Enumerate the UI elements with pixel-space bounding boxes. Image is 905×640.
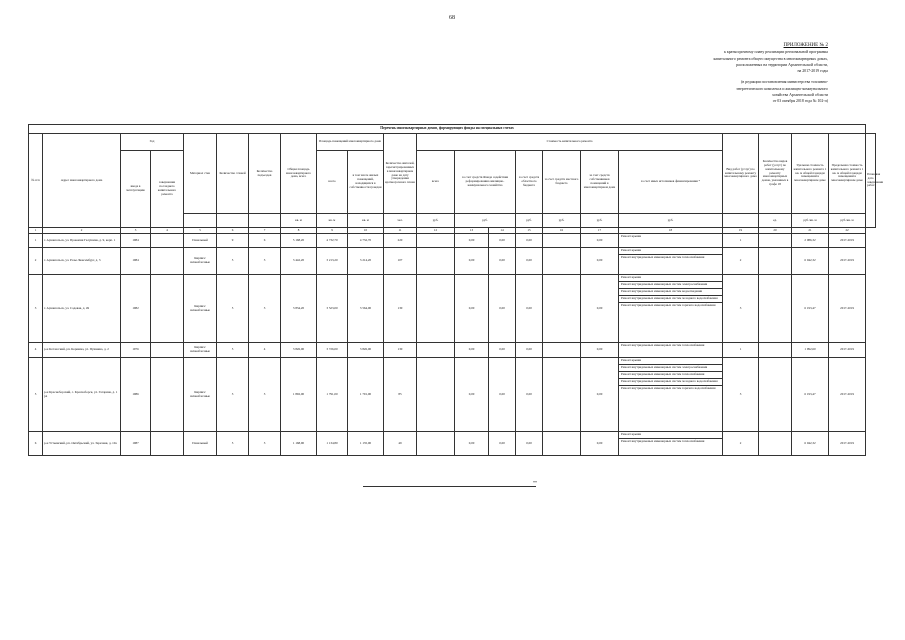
cell-works-count: 1 <box>723 343 759 358</box>
cell-cost-local: 0,00 <box>516 358 543 432</box>
unit-cell: кв. м <box>348 214 384 228</box>
work-item: Ремонт внутридомовых инженерных систем теплоснабжения <box>621 254 705 259</box>
header-floors: Количество этажей <box>217 134 249 214</box>
unit-cell: кв. м <box>281 214 317 228</box>
unit-cell: руб. <box>417 214 455 228</box>
table-row <box>29 275 876 343</box>
cell-cost-total <box>417 358 455 432</box>
column-number: 4 <box>151 228 184 234</box>
cell-num: 5 <box>29 358 43 432</box>
cell-cost-other: 0,00 <box>581 343 619 358</box>
cell-deadline: 2017-2019 <box>829 248 866 275</box>
header-works-count: Количество видов работ (услуг) по капитальному ремонту многоквартирных домов, указанных в графе 18 <box>759 134 792 214</box>
column-number: 12 <box>417 228 455 234</box>
header-deadline: Плановая дата завершения работ <box>866 134 876 228</box>
cell-cost-owners <box>543 343 581 358</box>
cell-area-owned: 1 791,00 <box>348 358 384 432</box>
cell-deadline: 2017-2019 <box>829 343 866 358</box>
cell-limit-cost: 6 042,32 <box>792 432 829 456</box>
unit-cell: руб. <box>543 214 581 228</box>
cell-entrances: 6 <box>249 234 281 248</box>
cell-wall: Кирпич/шлакоблочные <box>184 275 217 343</box>
cell-cost-owners <box>543 358 581 432</box>
cell-year-built: 1987 <box>121 432 151 456</box>
column-number: 14 <box>489 228 516 234</box>
cell-floors: 5 <box>217 343 249 358</box>
cell-floors: 5 <box>217 248 249 275</box>
works-cell <box>619 248 723 275</box>
unit-cell: руб. <box>619 214 723 228</box>
cell-address: р-н Красноборский, с. Красноборск, ул. Гагарина, д. 1 (А <box>43 358 121 432</box>
cell-cost-owners <box>543 432 581 456</box>
cell-total-area: 3 442,20 <box>281 248 317 275</box>
appendix-heading: ПРИЛОЖЕНИЕ № 2 <box>783 43 828 48</box>
header-year-built: ввода в эксплуатацию <box>121 151 151 228</box>
cell-cost-regional: 0,00 <box>489 234 516 248</box>
cell-address: г. Архангельск, ул. Розы Люксембург, д. 3 <box>43 248 121 275</box>
column-number: 5 <box>184 228 217 234</box>
cell-cost-other: 0,00 <box>581 432 619 456</box>
cell-entrances: 3 <box>249 432 281 456</box>
cell-cost-local: 0,00 <box>516 432 543 456</box>
work-item: Ремонт внутридомовых инженерных систем холодного водоснабжения <box>619 379 722 386</box>
cell-residents: 220 <box>384 234 417 248</box>
header-residents: Количество жителей, зарегистрированных в многоквартирном доме на дату утверждения краткосрочного плана <box>384 134 417 214</box>
header-total-area: Общая площадь многоквартирного дома, всего <box>281 134 317 214</box>
work-item: Ремонт крыши <box>621 234 642 238</box>
cell-floors: 3 <box>217 358 249 432</box>
cell-cost-total <box>417 343 455 358</box>
cell-cost-fund: 0,00 <box>455 358 489 432</box>
header-area-total: всего <box>317 151 348 214</box>
header-limit-cost: Предельная стоимость капитального ремонта 1 кв. м общей площади помещений в многоквартирном доме <box>829 134 866 214</box>
cell-entrances: 3 <box>249 248 281 275</box>
cell-area-owned: 3 214,20 <box>348 248 384 275</box>
cell-cost-fund: 0,00 <box>455 275 489 343</box>
cell-cost-regional: 0,00 <box>489 432 516 456</box>
column-number: 15 <box>516 228 543 234</box>
cell-num: 3 <box>29 275 43 343</box>
cell-year-overhaul <box>151 358 184 432</box>
cell-entrances: 3 <box>249 275 281 343</box>
cell-total-area: 3 834,20 <box>281 275 317 343</box>
edition-line: хозяйства Архангельской области <box>772 93 828 98</box>
edition-line: (в редакции постановления министерства топливно- <box>741 80 828 85</box>
work-item: Ремонт крыши <box>619 275 722 282</box>
work-item: Ремонт внутридомовых инженерных систем горячего водоснабжения <box>621 302 716 307</box>
cell-area-total: 3 213,20 <box>317 248 348 275</box>
header-cost-fund: за счет средств Фонда содействия реформированию жилищно-коммунального хозяйства <box>455 151 516 214</box>
cell-works-count: 2 <box>723 432 759 456</box>
cell-works-count: 3 <box>723 275 759 343</box>
cell-cost-other: 0,00 <box>581 248 619 275</box>
unit-cell: кв. м <box>317 214 348 228</box>
cell-limit-cost: 1 992,60 <box>792 343 829 358</box>
cell-limit-cost: 6 193,47 <box>792 275 829 343</box>
unit-cell <box>184 214 217 228</box>
header-works: Вид работ (услуг) по капитальному ремонту многоквартирного дома <box>723 134 759 214</box>
cell-entrances: 3 <box>249 358 281 432</box>
edition-line: энергетического комплекса и жилищно-коммунального <box>736 86 828 91</box>
cell-cost-local: 0,00 <box>516 343 543 358</box>
works-cell <box>619 358 723 432</box>
cell-deadline: 2017-2019 <box>829 432 866 456</box>
unit-cell: руб. <box>516 214 543 228</box>
cell-area-owned: 3 826,00 <box>348 343 384 358</box>
column-number: 9 <box>317 228 348 234</box>
column-number: 7 <box>249 228 281 234</box>
cell-area-owned: 4 732,70 <box>348 234 384 248</box>
header-specific-cost: Удельная стоимость капитального ремонта 1 кв. м общей площади помещений в многоквартирном доме <box>792 134 829 214</box>
column-number: 8 <box>281 228 317 234</box>
cell-num: 1 <box>29 234 43 248</box>
header-year-overhaul: завершения последнего капитального ремонта <box>151 151 184 228</box>
works-cell <box>619 432 723 456</box>
cell-num: 2 <box>29 248 43 275</box>
cell-floors: 9 <box>217 234 249 248</box>
cell-cost-other: 0,00 <box>581 358 619 432</box>
cell-floors: 5 <box>217 275 249 343</box>
works-cell <box>619 234 723 248</box>
cell-limit-cost: 6 193,47 <box>792 358 829 432</box>
column-number: 1 <box>29 228 43 234</box>
cell-year-built: 1986 <box>121 358 151 432</box>
header-cost-regional: за счет средств областного бюджета <box>516 151 543 214</box>
work-item: Ремонт внутридомовых инженерных систем холодного водоснабжения <box>619 296 722 303</box>
column-number: 21 <box>792 228 829 234</box>
unit-cell <box>723 214 759 228</box>
appendix-line: на 2017-2019 годы <box>797 69 828 74</box>
cell-entrances: 4 <box>249 343 281 358</box>
table-row <box>29 343 876 358</box>
table-row <box>29 248 876 275</box>
cell-wall: Панельный <box>184 234 217 248</box>
cell-cost-fund: 0,00 <box>455 248 489 275</box>
cell-cost-owners <box>543 248 581 275</box>
unit-cell: чел. <box>384 214 417 228</box>
cell-cost-fund: 0,00 <box>455 234 489 248</box>
table-row <box>29 358 876 432</box>
cell-total-area: 5 168,20 <box>281 234 317 248</box>
work-item: Ремонт крыши <box>619 432 722 439</box>
header-wall: Материал стен <box>184 134 217 214</box>
header-area-owned: в том числе жилых помещений, находящихся в собственности граждан <box>348 151 384 214</box>
cell-cost-regional: 0,00 <box>489 275 516 343</box>
cell-limit-cost: 6 042,32 <box>792 248 829 275</box>
cell-cost-fund: 0,00 <box>455 432 489 456</box>
unit-cell: руб./кв. м <box>829 214 866 228</box>
appendix-block <box>568 43 828 105</box>
cell-area-total: 1 134,80 <box>317 432 348 456</box>
cell-cost-other: 0,00 <box>581 234 619 248</box>
unit-cell: ед. <box>759 214 792 228</box>
cell-cost-local: 0,00 <box>516 275 543 343</box>
unit-cell: руб. <box>455 214 516 228</box>
cell-year-built: 1982 <box>121 275 151 343</box>
column-number: 17 <box>581 228 619 234</box>
header-cost-owners: за счет средств собственников помещений в многоквартирном доме <box>581 151 619 214</box>
column-number: 11 <box>384 228 417 234</box>
appendix-line: капитального ремонта общего имущества в многоквартирных домах, <box>713 56 828 61</box>
cell-area-total: 4 732,70 <box>317 234 348 248</box>
work-item: Ремонт внутридомовых инженерных систем теплоснабжения <box>621 438 705 443</box>
header-area-group: Площадь помещений многоквартирного дома <box>317 134 384 151</box>
cell-wall: Кирпич/шлакоблочные <box>184 343 217 358</box>
works-cell <box>619 343 723 358</box>
table-row <box>29 432 876 456</box>
cell-area-owned: 3 564,00 <box>348 275 384 343</box>
cell-works-count: 1 <box>723 234 759 248</box>
header-cost-local: за счет средств местного бюджета <box>543 151 581 214</box>
cell-year-overhaul <box>151 432 184 456</box>
column-number: 19 <box>723 228 759 234</box>
work-item: Ремонт крыши <box>619 248 722 255</box>
cell-cost-local: 0,00 <box>516 248 543 275</box>
work-item: Ремонт внутридомовых инженерных систем водоотведения <box>619 289 722 296</box>
work-item: Ремонт внутридомовых инженерных систем горячего водоснабжения <box>621 385 716 390</box>
cell-year-overhaul <box>151 343 184 358</box>
column-number: 18 <box>619 228 723 234</box>
unit-cell: руб. <box>581 214 619 228</box>
cell-area-total: 1 791,00 <box>317 358 348 432</box>
cell-cost-regional: 0,00 <box>489 248 516 275</box>
cell-address: р-н Котласский, рп. Коряжма, ул. Пушкина, д. 2 <box>43 343 121 358</box>
header-entrances: Количество подъездов <box>249 134 281 214</box>
column-number: 10 <box>348 228 384 234</box>
cell-num: 6 <box>29 432 43 456</box>
appendix-line: к краткосрочному плану реализации региональной программы <box>723 50 828 55</box>
cell-num: 4 <box>29 343 43 358</box>
cell-specific-cost <box>759 432 792 456</box>
work-item: Ремонт крыши <box>619 358 722 365</box>
cell-specific-cost <box>759 358 792 432</box>
cell-cost-total <box>417 248 455 275</box>
cell-year-built: 1984 <box>121 248 151 275</box>
cell-specific-cost <box>759 275 792 343</box>
cell-residents: 49 <box>384 432 417 456</box>
column-number: 6 <box>217 228 249 234</box>
column-number: 22 <box>829 228 866 234</box>
footnote-mark: ** <box>533 480 537 485</box>
cell-wall: Кирпич/шлакоблочные <box>184 248 217 275</box>
cell-deadline: 2017-2019 <box>829 234 866 248</box>
header-cost-other: за счет иных источников финансирования * <box>619 151 723 214</box>
work-item: Ремонт внутридомовых инженерных систем электроснабжения <box>619 282 722 289</box>
unit-cell <box>217 214 249 228</box>
column-number: 2 <box>43 228 121 234</box>
cell-address: р-н Устьянский, рп. Октябрьский, ул. Заречная, д. 10а <box>43 432 121 456</box>
unit-cell <box>249 214 281 228</box>
cell-cost-owners <box>543 234 581 248</box>
cell-residents: 85 <box>384 358 417 432</box>
cell-total-area: 1 168,90 <box>281 432 317 456</box>
cell-residents: 130 <box>384 275 417 343</box>
cell-floors: 5 <box>217 432 249 456</box>
cell-specific-cost <box>759 248 792 275</box>
cell-total-area: 1 892,00 <box>281 358 317 432</box>
cell-works-count: 3 <box>723 358 759 432</box>
column-number: 16 <box>543 228 581 234</box>
header-num: № п/п <box>29 134 43 228</box>
cell-cost-regional: 0,00 <box>489 358 516 432</box>
footer-rule <box>363 486 536 487</box>
cell-area-total: 3 726,00 <box>317 343 348 358</box>
appendix-line: расположенных на территории Архангельской области, <box>736 62 828 67</box>
cell-residents: 130 <box>384 343 417 358</box>
cell-cost-regional: 0,00 <box>489 343 516 358</box>
cell-cost-owners <box>543 275 581 343</box>
works-cell <box>619 275 723 343</box>
cell-area-total: 3 523,00 <box>317 275 348 343</box>
column-number: 13 <box>455 228 489 234</box>
column-number: 3 <box>121 228 151 234</box>
cell-cost-local: 0,00 <box>516 234 543 248</box>
unit-cell: руб./кв. м <box>792 214 829 228</box>
cell-residents: 107 <box>384 248 417 275</box>
cell-cost-total <box>417 432 455 456</box>
work-item: Ремонт внутридомовых инженерных систем электроснабжения <box>619 365 722 372</box>
cell-year-overhaul <box>151 248 184 275</box>
cell-deadline: 2017-2019 <box>829 358 866 432</box>
cell-cost-fund: 0,00 <box>455 343 489 358</box>
table-title: Перечень многоквартирных домов, формирующих фонды на специальных счетах <box>29 125 866 134</box>
cell-area-owned: 1 135,00 <box>348 432 384 456</box>
header-cost-group: Стоимость капитального ремонта <box>417 134 723 151</box>
work-item: Ремонт внутридомовых инженерных систем теплоснабжения <box>621 343 705 347</box>
work-item: Ремонт внутридомовых инженерных систем теплоснабжения <box>619 372 722 379</box>
column-number: 20 <box>759 228 792 234</box>
houses-table <box>28 124 884 456</box>
cell-specific-cost <box>759 343 792 358</box>
header-cost-total: всего <box>417 151 455 214</box>
header-address: Адрес многоквартирного дома <box>43 134 121 228</box>
cell-works-count: 2 <box>723 248 759 275</box>
cell-address: г. Архангельск, ул. Садовая, д. 49 <box>43 275 121 343</box>
cell-total-area: 3 826,00 <box>281 343 317 358</box>
table-row <box>29 234 876 248</box>
cell-specific-cost <box>759 234 792 248</box>
page-number: 68 <box>449 15 455 21</box>
cell-address: г. Архангельск, ул. Прокопия Галушина, д. 9, корп. 1 <box>43 234 121 248</box>
cell-deadline: 2017-2019 <box>829 275 866 343</box>
cell-cost-total <box>417 234 455 248</box>
cell-wall: Кирпич/шлакоблочные <box>184 358 217 432</box>
cell-year-overhaul <box>151 275 184 343</box>
cell-wall: Панельный <box>184 432 217 456</box>
cell-year-overhaul <box>151 234 184 248</box>
header-year-group: Год <box>121 134 184 151</box>
cell-cost-other: 0,00 <box>581 275 619 343</box>
cell-year-built: 1984 <box>121 234 151 248</box>
cell-year-built: 1976 <box>121 343 151 358</box>
cell-limit-cost: 2 086,32 <box>792 234 829 248</box>
cell-cost-total <box>417 275 455 343</box>
edition-line: от 03 октября 2018 года № 102-п) <box>772 99 828 104</box>
